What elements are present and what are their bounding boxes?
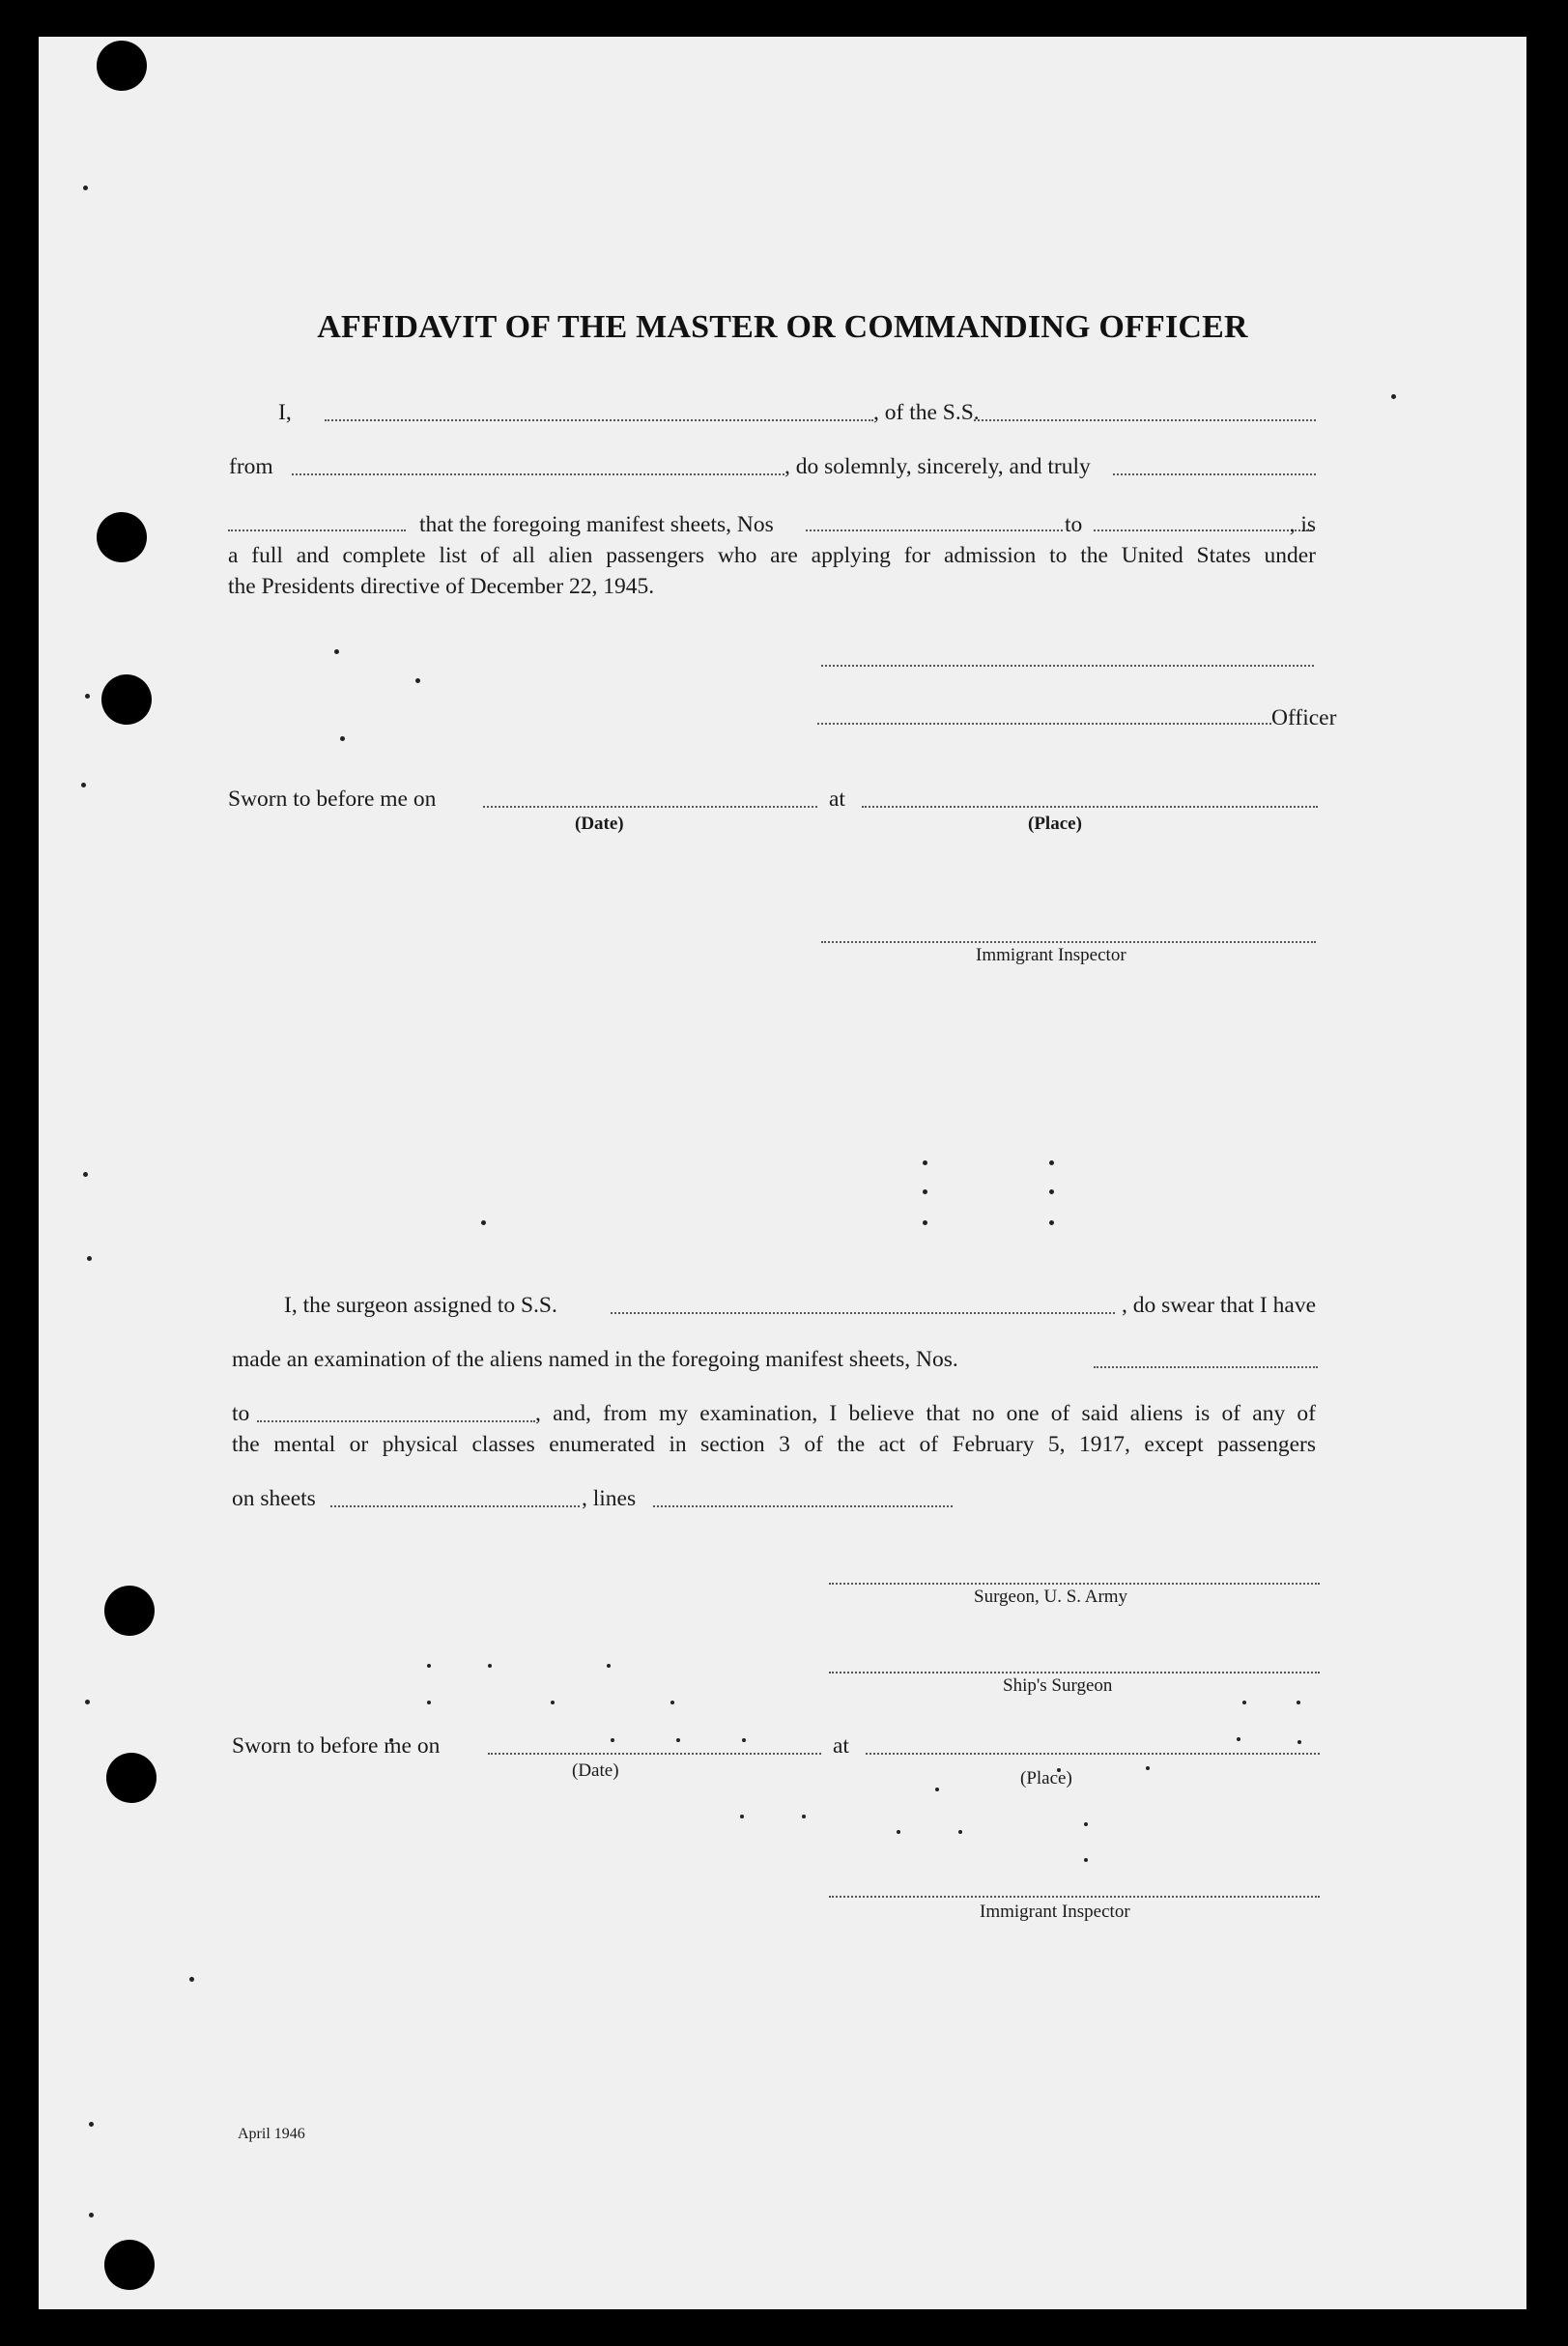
- speck: [1049, 1220, 1054, 1225]
- master-sworn-place-field[interactable]: [862, 806, 1318, 808]
- speck: [551, 1701, 555, 1704]
- surgeon-lines-label: , lines: [582, 1486, 637, 1511]
- speck: [89, 2213, 94, 2217]
- surgeon-inspector-label: Immigrant Inspector: [980, 1902, 1130, 1922]
- ship-surgeon-label: Ship's Surgeon: [1003, 1675, 1113, 1696]
- master-inspector-signature[interactable]: [821, 941, 1316, 943]
- speck: [85, 694, 90, 699]
- speck: [189, 1977, 194, 1982]
- army-surgeon-signature[interactable]: [829, 1583, 1320, 1585]
- master-sworn-date-field[interactable]: [483, 806, 817, 808]
- speck: [935, 1788, 939, 1791]
- speck: [897, 1830, 900, 1834]
- speck: [427, 1664, 431, 1668]
- speck: [923, 1220, 927, 1225]
- speck: [611, 1738, 614, 1742]
- speck: [481, 1220, 486, 1225]
- speck: [340, 736, 345, 741]
- surgeon-date-caption: (Date): [572, 1760, 619, 1781]
- speck: [923, 1189, 927, 1194]
- punch-hole: [104, 2240, 155, 2290]
- surgeon-sheets-label: on sheets: [232, 1486, 316, 1511]
- surgeon-inspector-signature[interactable]: [829, 1896, 1320, 1898]
- master-solemnly-label: , do solemnly, sincerely, and truly: [784, 454, 1091, 479]
- speck: [1049, 1160, 1054, 1165]
- master-i-label: I,: [278, 400, 292, 425]
- master-sheets-label: that the foregoing manifest sheets, Nos: [419, 512, 774, 537]
- speck: [1084, 1822, 1088, 1826]
- speck: [427, 1701, 431, 1704]
- master-from-label: from: [229, 454, 273, 479]
- surgeon-place-caption: (Place): [1020, 1768, 1072, 1788]
- surgeon-sheet-to-field[interactable]: [257, 1420, 535, 1422]
- speck: [488, 1664, 492, 1668]
- speck: [83, 186, 88, 190]
- punch-hole: [106, 1753, 157, 1803]
- form-title: AFFIDAVIT OF THE MASTER OR COMMANDING OFFICER: [317, 309, 1248, 345]
- master-depose-field[interactable]: [228, 529, 406, 531]
- surgeon-lines-field[interactable]: [653, 1505, 953, 1507]
- speck: [89, 2122, 94, 2127]
- speck: [415, 678, 420, 683]
- punch-hole: [104, 1586, 155, 1636]
- speck: [1049, 1189, 1054, 1194]
- ship-surgeon-signature[interactable]: [829, 1672, 1320, 1674]
- speck: [802, 1815, 806, 1818]
- speck: [1297, 1740, 1301, 1744]
- speck: [607, 1664, 611, 1668]
- surgeon-belief-label: , and, from my examination, I believe that no one of said aliens is of any of: [535, 1401, 1316, 1426]
- speck: [923, 1160, 927, 1165]
- speck: [676, 1738, 680, 1742]
- speck: [85, 1700, 90, 1704]
- master-from-field[interactable]: [292, 473, 784, 475]
- surgeon-ship-field[interactable]: [611, 1312, 1115, 1314]
- surgeon-to-label: to: [232, 1401, 250, 1426]
- speck: [1084, 1858, 1088, 1862]
- master-at-label: at: [829, 787, 845, 812]
- speck: [958, 1830, 962, 1834]
- master-is-label: , is: [1289, 512, 1316, 537]
- master-date-caption: (Date): [575, 814, 624, 834]
- master-name-field[interactable]: [325, 419, 873, 421]
- surgeon-intro-label: I, the surgeon assigned to S.S.: [284, 1293, 557, 1318]
- master-sheet-from-field[interactable]: [806, 529, 1063, 531]
- officer-signature-line-2[interactable]: [817, 723, 1271, 725]
- master-sheet-to-field[interactable]: [1094, 529, 1312, 531]
- speck: [1237, 1737, 1240, 1741]
- master-to-label: to: [1065, 512, 1083, 537]
- surgeon-at-label: at: [833, 1733, 849, 1759]
- speck: [1297, 1701, 1300, 1704]
- punch-hole: [97, 512, 147, 562]
- surgeon-classes-line: the mental or physical classes enumerated in section 3 of the act of February 5, 1917, except passengers: [232, 1432, 1316, 1457]
- speck: [334, 649, 339, 654]
- form-revision-date: April 1946: [238, 2126, 305, 2142]
- punch-hole: [101, 674, 152, 725]
- master-ship-field[interactable]: [974, 419, 1316, 421]
- master-directive-line: the Presidents directive of December 22, 1945.: [228, 574, 655, 599]
- form-page: [39, 37, 1526, 2309]
- speck: [87, 1256, 92, 1261]
- officer-label: Officer: [1271, 705, 1337, 730]
- army-surgeon-label: Surgeon, U. S. Army: [974, 1587, 1128, 1607]
- surgeon-sheets-field[interactable]: [330, 1505, 580, 1507]
- speck: [670, 1701, 674, 1704]
- surgeon-sworn-label: Sworn to before me on: [232, 1733, 441, 1759]
- speck: [81, 783, 86, 787]
- speck: [740, 1815, 744, 1818]
- punch-hole: [97, 41, 147, 91]
- master-inspector-label: Immigrant Inspector: [976, 945, 1126, 965]
- speck: [1146, 1766, 1150, 1770]
- master-statement-line: a full and complete list of all alien passengers who are applying for admission to the United States under: [228, 543, 1316, 568]
- master-place-caption: (Place): [1028, 814, 1082, 834]
- master-sworn-label: Sworn to before me on: [228, 787, 437, 812]
- surgeon-sworn-place-field[interactable]: [866, 1753, 1320, 1755]
- master-oath-field[interactable]: [1113, 473, 1316, 475]
- officer-signature-line-1[interactable]: [821, 665, 1314, 667]
- speck: [1391, 394, 1396, 399]
- speck: [83, 1172, 88, 1177]
- surgeon-swear-label: , do swear that I have: [1122, 1293, 1316, 1318]
- speck: [742, 1738, 746, 1742]
- surgeon-sheet-from-field[interactable]: [1094, 1366, 1318, 1368]
- surgeon-exam-label: made an examination of the aliens named in the foregoing manifest sheets, Nos.: [232, 1347, 958, 1372]
- master-of-ss-label: , of the S.S.: [873, 400, 980, 425]
- surgeon-sworn-date-field[interactable]: [488, 1753, 821, 1755]
- speck: [1242, 1701, 1246, 1704]
